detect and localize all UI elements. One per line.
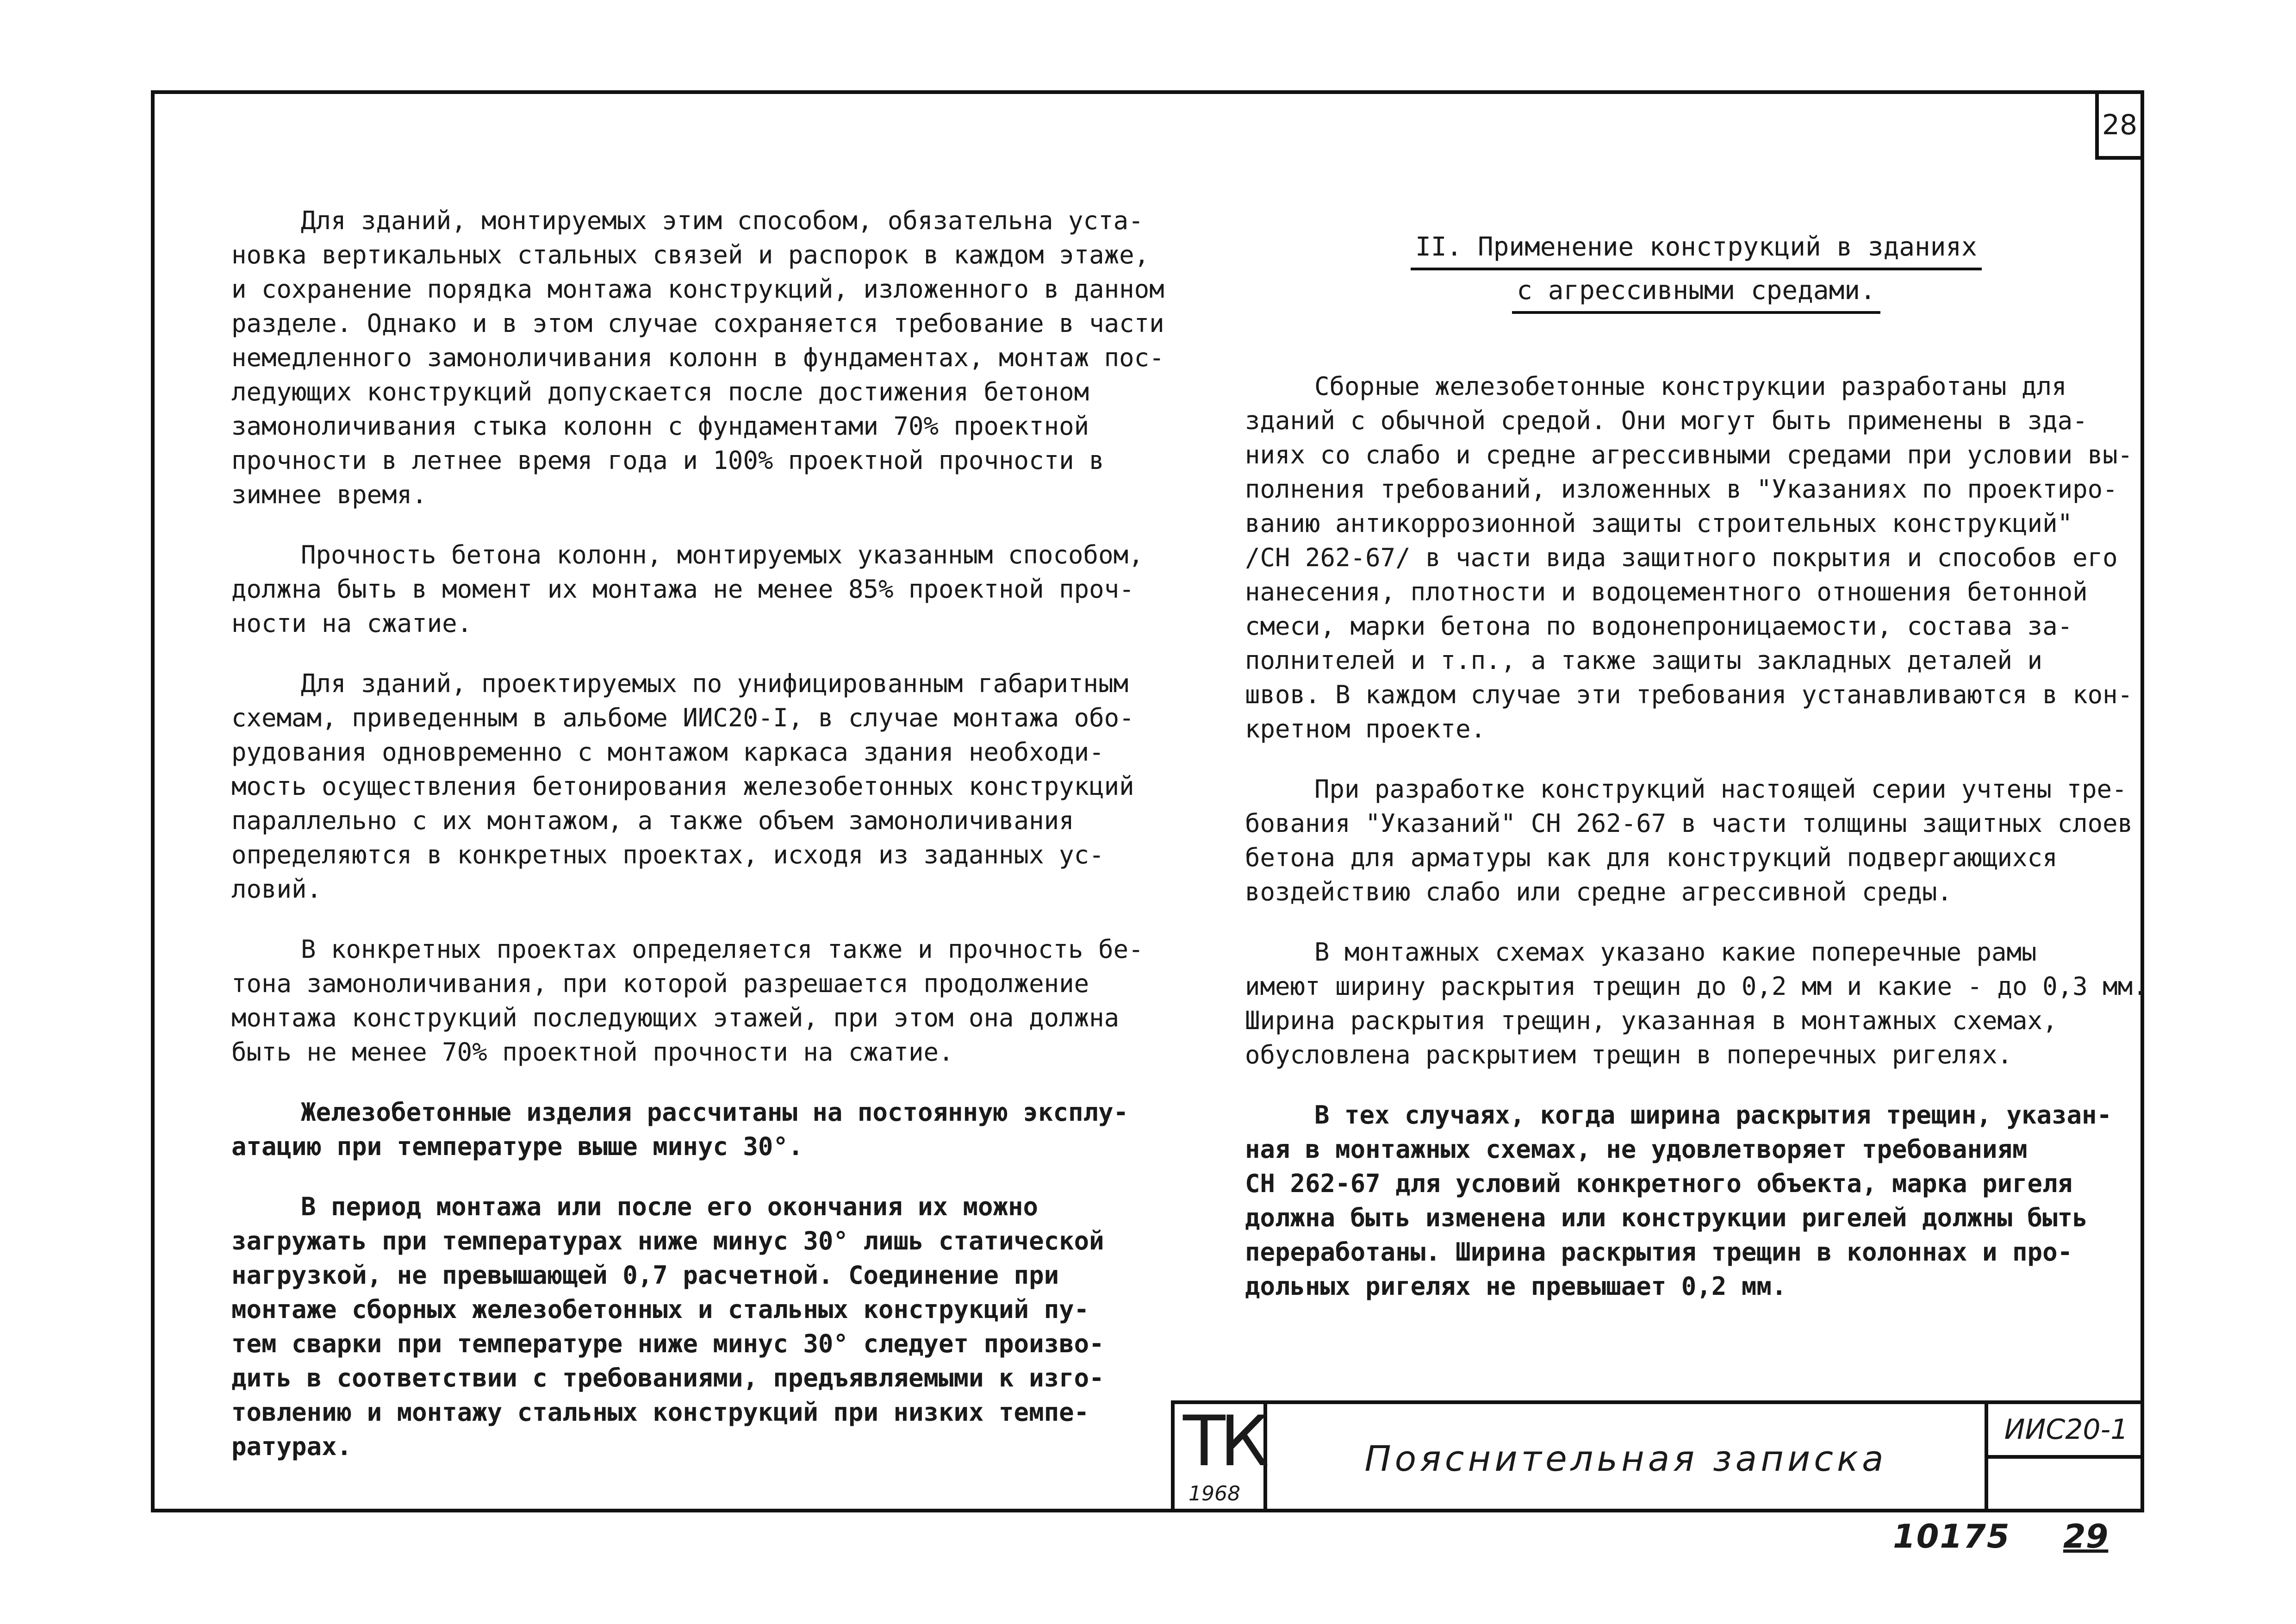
stamp-title: Пояснительная записка xyxy=(1267,1404,1988,1512)
section-heading-line-1: II. Применение конструкций в зданиях xyxy=(1411,227,1982,270)
archive-number: 10175 xyxy=(1893,1518,2010,1555)
sheet-number: 29 xyxy=(2063,1518,2109,1555)
right-paragraph-2: При разработке конструкций настоящей серии учтены тре- бования "Указаний" СН 262-67 в части толщины защитных слоев бетона для арматуры как для конструкций подвергающихся воздействию слабо или средне агрессивной среды. xyxy=(1245,775,2133,906)
left-paragraph-5: Железобетонные изделия рассчитаны на постоянную эксплу- атацию при температуре выше минус 30°. xyxy=(231,1098,1129,1161)
right-column xyxy=(1245,227,2147,1330)
left-paragraph-3: Для зданий, проектируемых по унифицированным габаритным схемам, приведенным в альбоме ИИС20-I, в случае монтажа обо- рудования одновременно с монтажом каркаса здания необходи- мость осуществления бетонирования железобетонных конструкций параллельно с их монтажом, а также объем замоноличивания определяются в конкретных проектах, исходя из заданных ус- ловий. xyxy=(231,669,1134,904)
stamp-year: 1968 xyxy=(1188,1482,1240,1505)
left-paragraph-6: В период монтажа или после его окончания их можно загружать при температурах ниже минус 30° лишь статической нагрузкой, не превышающей 0,7 расчетной. Соединение при монтаже сборных железобетонных и стальных конструкций пу- тем сварки при температуре ниже минус 30° следует произво- дить в соответствии с требованиями, предъявляемыми к изго- товлению и монтажу стальных конструкций при низких темпе- ратурах. xyxy=(231,1192,1104,1461)
stamp-mark-cell xyxy=(1175,1401,1267,1512)
right-paragraph-3: В монтажных схемах указано какие поперечные рамы имеют ширину раскрытия трещин до 0,2 мм и какие - до 0,3 мм. Ширина раскрытия трещин, указанная в монтажных схемах, обусловлена раскрытием трещин в поперечных ригелях. xyxy=(1245,937,2148,1069)
stamp-mark: ТК xyxy=(1183,1401,1264,1482)
section-heading xyxy=(1245,227,2147,314)
left-column xyxy=(231,204,1164,1490)
footer xyxy=(1893,1518,2108,1555)
right-paragraph-4: В тех случаях, когда ширина раскрытия трещин, указан- ная в монтажных схемах, не удовлетворяет требованиям СН 262-67 для условий конкретного объекта, марка ригеля должна быть изменена или конструкции ригелей должны быть переработаны. Ширина раскрытия трещин в колоннах и про- дольных ригелях не превышает 0,2 мм. xyxy=(1245,1100,2112,1301)
right-paragraph-1: Сборные железобетонные конструкции разработаны для зданий с обычной средой. Они могут быть применены в зда- ниях со слабо и средне агрессивными средами при условии вы- полнения требований, изложенных в "Указаниях по проектиро- ванию антикоррозионной защиты строительных конструкций" /СН 262-67/ в части вида защитного покрытия и способов его нанесения, плотности и водоцементного отношения бетонной смеси, марки бетона по водонепроницаемости, состава за- полнителей и т.п., а также защиты закладных деталей и швов. В каждом случае эти требования устанавливаются в кон- кретном проекте. xyxy=(1245,372,2133,743)
stamp-code: ИИС20-1 xyxy=(1988,1404,2144,1459)
left-paragraph-2: Прочность бетона колонн, монтируемых указанным способом, должна быть в момент их монтажа не менее 85% проектной проч- ности на сжатие. xyxy=(231,540,1144,638)
page-number: 28 xyxy=(2095,90,2144,160)
title-block xyxy=(1171,1400,2144,1512)
left-paragraph-1: Для зданий, монтируемых этим способом, обязательна уста- новка вертикальных стальных связей и распорок в каждом этаже, и сохранение порядка монтажа конструкций, изложенного в данном разделе. Однако и в этом случае сохраняется требование в части немедленного замоноличивания колонн в фундаментах, монтаж пос- ледующих конструкций допускается после достижения бетоном замоноличивания стыка колонн с фундаментами 70% проектной прочности в летнее время года и 100% проектной прочности в зимнее время. xyxy=(231,206,1164,509)
section-heading-line-2: с агрессивными средами. xyxy=(1512,270,1880,314)
left-paragraph-4: В конкретных проектах определяется также и прочность бе- тона замоноличивания, при которой разрешается продолжение монтажа конструкций последующих этажей, при этом она должна быть не менее 70% проектной прочности на сжатие. xyxy=(231,935,1144,1067)
